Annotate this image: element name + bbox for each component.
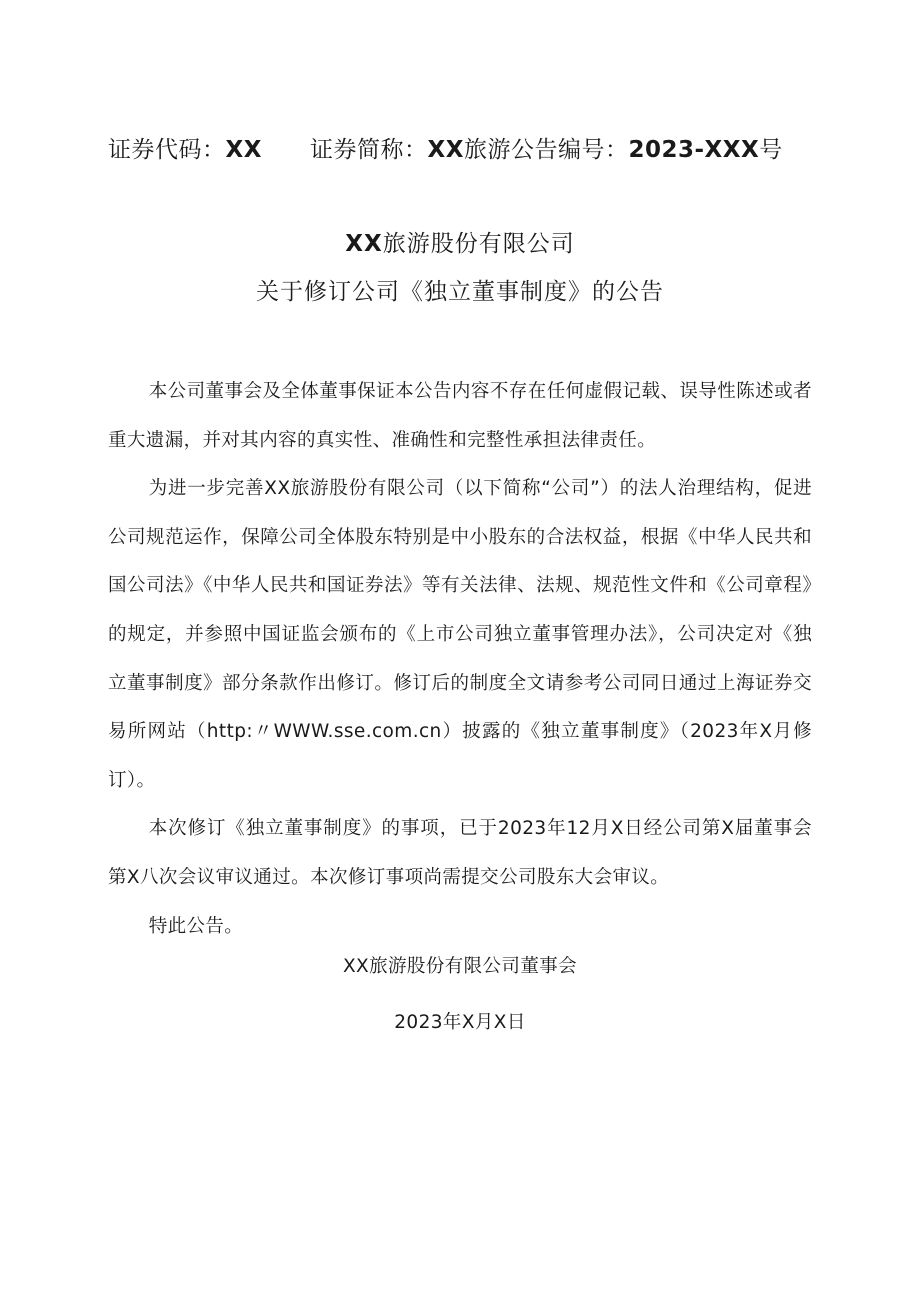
securities-code-label: 证券代码： — [108, 137, 226, 163]
securities-code-value: XX — [225, 137, 262, 163]
securities-short-name-suffix: 旅游公告编号： — [463, 137, 629, 163]
paragraph-guarantee: 本公司董事会及全体董事保证本公告内容不存在任何虚假记载、误导性陈述或者重大遗漏，并对其内容的真实性、准确性和完整性承担法律责任。 — [108, 381, 812, 451]
securities-header — [108, 132, 783, 168]
signature-date: 2023年X月X日 — [394, 1012, 526, 1033]
company-title-suffix: 旅游股份有限公司 — [382, 231, 575, 257]
paragraph-purpose: 为进一步完善XX旅游股份有限公司（以下简称“公司”）的法人治理结构，促进公司规范运作，保障公司全体股东特别是中小股东的合法权益，根据《中华人民共和国公司法》《中华人民共和国证券法》等有关法律、法规、规范性文件和《公司章程》的规定，并参照中国证监会颁布的《上市公司独立董事管理办法》，公司决定对《独立董事制度》部分条款作出修订。修订后的制度全文请参考公司同日通过上海证券交易所网站（http:〃WWW.sse.com.cn）披露的《独立董事制度》（2023年X月修订）。 — [108, 478, 812, 791]
company-title — [0, 226, 920, 262]
signature-company: XX旅游股份有限公司董事会 — [342, 956, 578, 977]
notice-subject: 关于修订公司《独立董事制度》的公告 — [256, 279, 664, 305]
notice-body — [108, 368, 812, 951]
paragraph-approval: 本次修订《独立董事制度》的事项，已于2023年12月X日经公司第X届董事会第X八次会议审议通过。本次修订事项尚需提交公司股东大会审议。 — [108, 818, 812, 888]
paragraph-closing: 特此公告。 — [148, 915, 244, 937]
securities-short-name-value: XX — [427, 137, 464, 163]
notice-number-suffix: 号 — [759, 137, 783, 163]
notice-number: 2023-XXX — [628, 137, 760, 163]
company-title-prefix: XX — [345, 231, 383, 257]
securities-short-name-label: 证券简称： — [309, 137, 428, 163]
